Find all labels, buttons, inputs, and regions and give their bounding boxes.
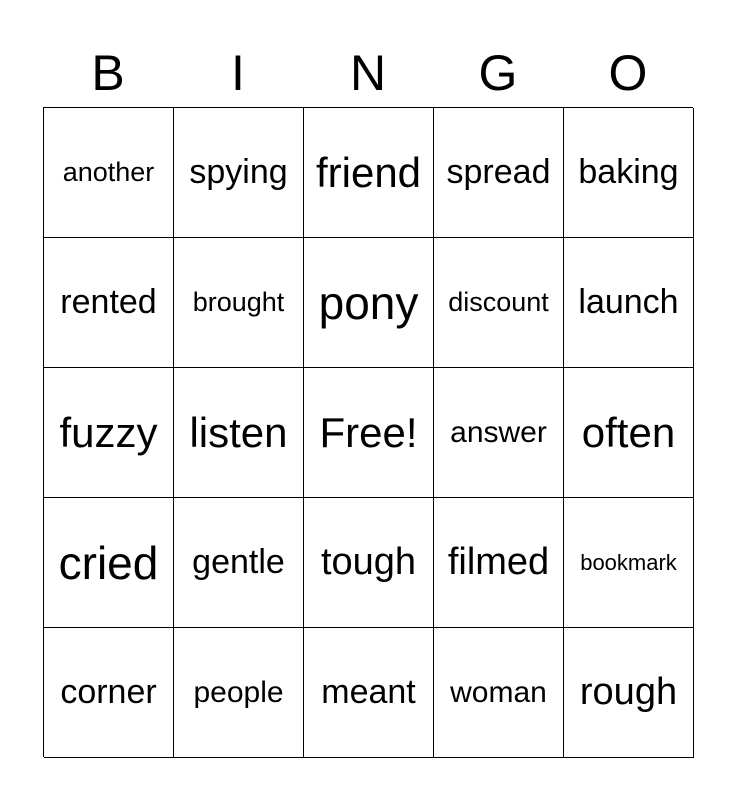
bingo-cell[interactable]: corner bbox=[44, 628, 174, 758]
bingo-cell[interactable]: bookmark bbox=[564, 498, 694, 628]
header-letter-o: O bbox=[608, 45, 648, 101]
bingo-cell[interactable]: people bbox=[174, 628, 304, 758]
bingo-cell[interactable]: gentle bbox=[174, 498, 304, 628]
bingo-cell[interactable]: listen bbox=[174, 368, 304, 498]
bingo-cell[interactable]: spying bbox=[174, 108, 304, 238]
bingo-header bbox=[43, 40, 693, 106]
bingo-cell[interactable]: often bbox=[564, 368, 694, 498]
bingo-cell[interactable]: rented bbox=[44, 238, 174, 368]
bingo-cell[interactable]: another bbox=[44, 108, 174, 238]
header-letter-b: B bbox=[91, 45, 125, 101]
bingo-cell[interactable]: answer bbox=[434, 368, 564, 498]
bingo-cell[interactable]: meant bbox=[304, 628, 434, 758]
bingo-cell[interactable]: baking bbox=[564, 108, 694, 238]
bingo-cell[interactable]: woman bbox=[434, 628, 564, 758]
bingo-board bbox=[43, 107, 693, 757]
bingo-cell[interactable]: tough bbox=[304, 498, 434, 628]
bingo-cell[interactable]: fuzzy bbox=[44, 368, 174, 498]
header-letter-g: G bbox=[478, 45, 518, 101]
bingo-cell[interactable]: filmed bbox=[434, 498, 564, 628]
bingo-cell[interactable]: spread bbox=[434, 108, 564, 238]
header-letter-n: N bbox=[349, 45, 387, 101]
bingo-cell[interactable]: brought bbox=[174, 238, 304, 368]
bingo-cell[interactable]: pony bbox=[304, 238, 434, 368]
bingo-cell[interactable]: launch bbox=[564, 238, 694, 368]
bingo-cell[interactable]: friend bbox=[304, 108, 434, 238]
bingo-cell free-space[interactable]: Free! bbox=[304, 368, 434, 498]
bingo-cell[interactable]: rough bbox=[564, 628, 694, 758]
bingo-cell[interactable]: cried bbox=[44, 498, 174, 628]
bingo-cell[interactable]: discount bbox=[434, 238, 564, 368]
header-letter-i: I bbox=[231, 45, 245, 101]
